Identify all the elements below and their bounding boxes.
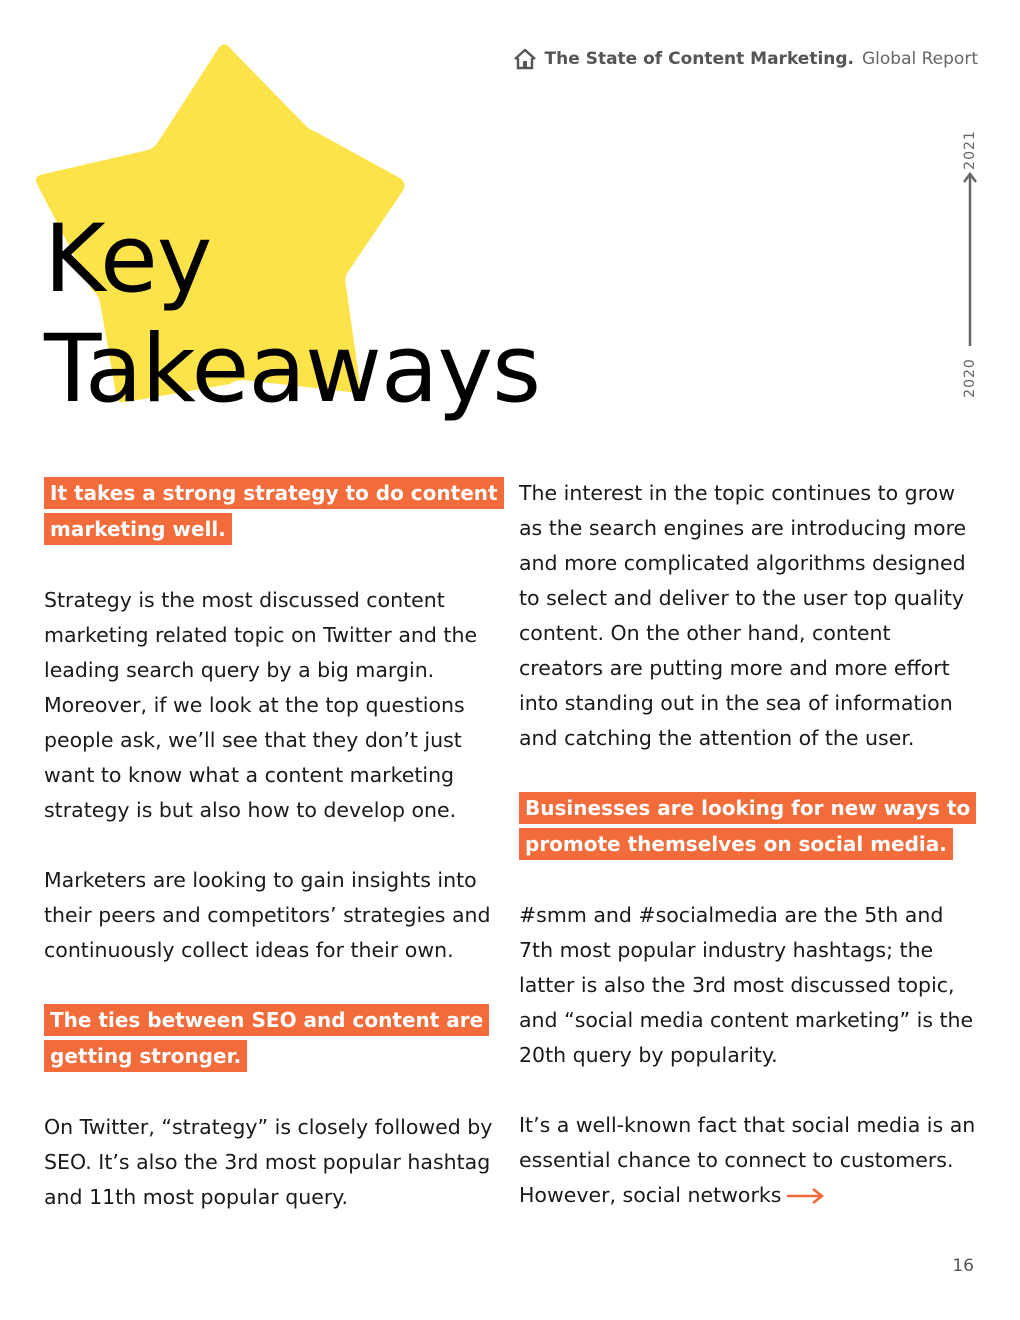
callout-seo-text: The ties between SEO and content are getting stronger. [44, 1004, 489, 1072]
callout-social [519, 791, 979, 863]
marketers-paragraph: Marketers are looking to gain insights into their peers and competitors’ strategies and continuously collect ideas for their own. [44, 868, 491, 962]
hashtags-paragraph: #smm and #socialmedia are the 5th and 7th most popular industry hashtags; the latter is also the 3rd most discussed topic, and “social media content marketing” is the 20th query by popularity. [519, 903, 974, 1067]
interest-paragraph: The interest in the topic continues to grow as the search engines are introducing more and more complicated algorithms designed to select and deliver to the user top quality content. On the other hand, content creators are putting more and more effort into standing out in the sea of information and catching the attention of the user. [519, 481, 967, 750]
page-number: 16 [952, 1256, 974, 1276]
continue-arrow-icon[interactable] [785, 1186, 825, 1206]
twitter-paragraph: On Twitter, “strategy” is closely followed by SEO. It’s also the 3rd most popular hashtag and 11th most popular query. [44, 1115, 493, 1209]
social-networks-paragraph [519, 1108, 979, 1213]
page-title [44, 205, 540, 425]
title-line-2: Takeaways [44, 315, 541, 424]
callout-strategy [44, 476, 504, 548]
callout-seo [44, 1003, 504, 1075]
timeline-start-year: 2020 [962, 358, 978, 398]
year-timeline [950, 118, 990, 408]
strategy-paragraph: Strategy is the most discussed content marketing related topic on Twitter and the leading search query by a big margin. Moreover, if we look at the top questions people ask, we’ll see that they don’t just want to know what a content marketing strategy is but also how to develop one. [44, 588, 478, 822]
callout-social-text: Businesses are looking for new ways to promote themselves on social media. [519, 792, 976, 860]
home-icon[interactable] [513, 48, 537, 70]
right-column [519, 476, 979, 1248]
timeline-arrow-icon [950, 168, 990, 348]
callout-strategy-text: It takes a strong strategy to do content marketing well. [44, 477, 504, 545]
left-column [44, 476, 504, 1250]
social-networks-text: It’s a well-known fact that social media is an essential chance to connect to customers. However, social networks [519, 1113, 976, 1207]
timeline-end-year: 2021 [962, 130, 978, 170]
report-header [513, 48, 978, 70]
report-title: The State of Content Marketing. [544, 49, 854, 69]
report-subtitle: Global Report [862, 49, 978, 69]
title-line-1: Key [44, 205, 212, 314]
